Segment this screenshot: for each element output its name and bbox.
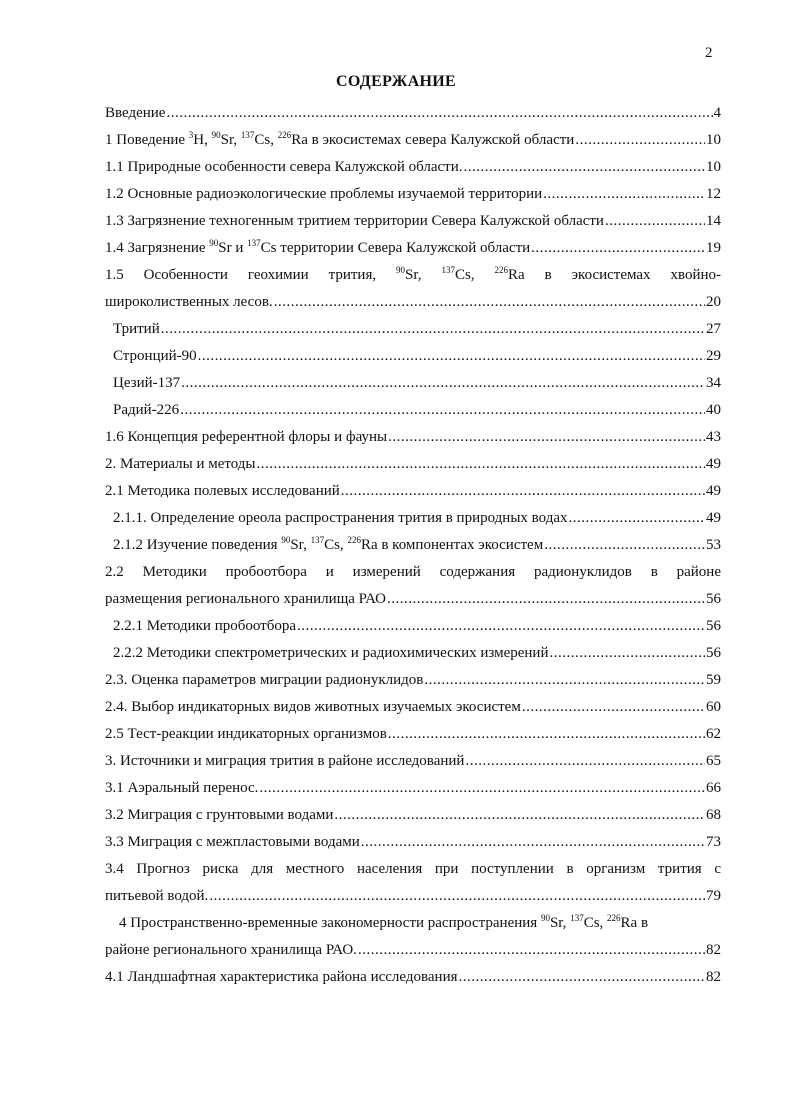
toc-entry — [105, 775, 721, 802]
toc-entry-label: Тритий — [113, 321, 160, 337]
toc-entry-page: 12 — [706, 186, 721, 202]
leader-dots — [388, 424, 705, 451]
toc-entry — [105, 748, 721, 775]
toc-entry — [105, 802, 721, 829]
toc-entry — [105, 505, 721, 532]
toc-entry-page: 19 — [706, 240, 721, 256]
toc-entry-page: 40 — [706, 402, 721, 418]
toc-entry-label: Цезий-137 — [113, 375, 181, 391]
toc-entry — [105, 613, 721, 640]
toc-entry — [105, 694, 721, 721]
toc-entry-page: 49 — [706, 510, 721, 526]
toc-entry-label: 3. Источники и миграция трития в районе исследований — [105, 753, 465, 769]
leader-dots — [522, 694, 705, 721]
toc-entry — [105, 532, 721, 559]
leader-dots — [605, 208, 705, 235]
toc-entry-page: 10 — [706, 132, 721, 148]
toc-entry-page: 60 — [706, 699, 721, 715]
toc-entry-continued: 2.2 Методики пробоотбора и измерений содержания радионуклидов в районе — [105, 564, 721, 580]
leader-dots — [358, 937, 705, 964]
toc-entry-page: 49 — [706, 456, 721, 472]
toc-entry-page: 56 — [706, 618, 721, 634]
toc-entry-page: 73 — [706, 834, 721, 850]
toc-entry — [105, 451, 721, 478]
table-of-contents — [105, 100, 721, 991]
toc-entry-label: 3.3 Миграция с межпластовыми водами — [105, 834, 360, 850]
toc-entry-continued: 1.5 Особенности геохимии трития, $^{90}$Sr, $^{137}$Cs, $^{226}$Ra в экосистемах хвойно- — [105, 265, 722, 283]
leader-dots — [575, 127, 705, 154]
toc-entry-label: Введение — [105, 105, 166, 121]
toc-entry-label: 1.6 Концепция референтной флоры и фауны — [105, 429, 388, 445]
page-number: 2 — [705, 45, 713, 61]
toc-entry-label: 1.1 Природные особенности севера Калужской области. — [105, 159, 463, 175]
toc-entry — [105, 721, 721, 748]
toc-entry — [105, 397, 721, 424]
toc-entry-page: 56 — [706, 591, 721, 607]
leader-dots — [388, 721, 705, 748]
toc-entry — [105, 883, 721, 910]
toc-entry — [105, 964, 721, 991]
leader-dots — [259, 775, 705, 802]
page-title: СОДЕРЖАНИЕ — [335, 73, 457, 90]
toc-entry — [105, 100, 721, 127]
toc-entry — [105, 370, 721, 397]
toc-entry — [105, 586, 721, 613]
toc-entry — [105, 829, 721, 856]
leader-dots — [181, 370, 705, 397]
toc-entry-page: 49 — [706, 483, 721, 499]
toc-entry-label: 3.1 Аэральный перенос. — [105, 780, 259, 796]
leader-dots — [166, 100, 712, 127]
leader-dots — [424, 667, 705, 694]
toc-entry-label: питьевой водой. — [105, 888, 209, 904]
leader-dots — [569, 505, 705, 532]
leader-dots — [198, 343, 705, 370]
toc-entry-page: 82 — [706, 969, 721, 985]
leader-dots — [465, 748, 705, 775]
toc-entry — [105, 154, 721, 181]
toc-entry — [105, 181, 721, 208]
toc-entry-label: 2.1 Методика полевых исследований — [105, 483, 340, 499]
toc-entry — [105, 478, 721, 505]
leader-dots — [361, 829, 705, 856]
toc-entry-page: 66 — [706, 780, 721, 796]
toc-entry-label: 1.3 Загрязнение техногенным тритием территории Севера Калужской области — [105, 213, 604, 229]
toc-entry-label: 4 Пространственно-временные закономерности распространения $^{90}$Sr, $^{137}$Cs, $^{226}$Ra в — [119, 913, 649, 931]
toc-entry-page: 29 — [706, 348, 721, 364]
toc-entry-page: 82 — [706, 942, 721, 958]
toc-entry-page: 56 — [706, 645, 721, 661]
leader-dots — [334, 802, 705, 829]
toc-entry-label: 2.1.2 Изучение поведения $^{90}$Sr, $^{137}$Cs, $^{226}$Ra в компонентах экосистем — [113, 535, 544, 553]
toc-entry — [105, 127, 721, 154]
toc-entry — [105, 424, 721, 451]
toc-entry-label: 2. Материалы и методы — [105, 456, 256, 472]
toc-entry-page: 4 — [713, 105, 721, 121]
leader-dots — [544, 532, 705, 559]
toc-entry-label: 2.1.1. Определение ореола распространения трития в природных водах — [113, 510, 568, 526]
leader-dots — [297, 613, 705, 640]
toc-entry-continued: 3.4 Прогноз риска для местного населения при поступлении в организм трития с — [105, 861, 721, 877]
leader-dots — [531, 235, 705, 262]
toc-entry-label: 2.2.1 Методики пробоотбора — [113, 618, 297, 634]
leader-dots — [387, 586, 705, 613]
toc-entry-label: 1.4 Загрязнение $^{90}$Sr и $^{137}$Cs территории Севера Калужской области — [105, 238, 531, 256]
leader-dots — [257, 451, 705, 478]
toc-entry — [105, 235, 721, 262]
toc-entry-label: 4.1 Ландшафтная характеристика района исследования — [105, 969, 458, 985]
toc-entry — [105, 316, 721, 343]
toc-entry — [105, 343, 721, 370]
toc-entry — [105, 937, 721, 964]
toc-entry-label: районе регионального хранилища РАО. — [105, 942, 357, 958]
toc-entry-label: 2.5 Тест-реакции индикаторных организмов — [105, 726, 387, 742]
toc-entry-page: 62 — [706, 726, 721, 742]
toc-entry-page: 68 — [706, 807, 721, 823]
toc-entry-page: 20 — [706, 294, 721, 310]
leader-dots — [274, 289, 705, 316]
toc-entry-label: Стронций-90 — [113, 348, 197, 364]
toc-entry-label: 2.2.2 Методики спектрометрических и радиохимических измерений — [113, 645, 549, 661]
toc-entry-label: 3.2 Миграция с грунтовыми водами — [105, 807, 334, 823]
toc-entry-page: 65 — [706, 753, 721, 769]
leader-dots — [543, 181, 705, 208]
toc-entry-label: 1 Поведение $^3$H, $^{90}$Sr, $^{137}$Cs, $^{226}$Ra в экосистемах севера Калужской области — [105, 130, 575, 148]
toc-entry-page: 10 — [706, 159, 721, 175]
leader-dots — [161, 316, 705, 343]
toc-entry-page: 53 — [706, 537, 721, 553]
toc-entry-page: 27 — [706, 321, 721, 337]
leader-dots — [550, 640, 706, 667]
toc-entry-label: 2.3. Оценка параметров миграции радионуклидов — [105, 672, 424, 688]
toc-entry-label: 2.4. Выбор индикаторных видов животных изучаемых экосистем — [105, 699, 521, 715]
toc-entry — [105, 640, 721, 667]
toc-entry-page: 14 — [706, 213, 721, 229]
toc-entry-page: 43 — [706, 429, 721, 445]
leader-dots — [341, 478, 705, 505]
leader-dots — [464, 154, 705, 181]
leader-dots — [180, 397, 705, 424]
toc-entry-label: размещения регионального хранилища РАО — [105, 591, 386, 607]
toc-entry-label: 1.2 Основные радиоэкологические проблемы изучаемой территории — [105, 186, 543, 202]
leader-dots — [459, 964, 706, 991]
toc-entry-page: 79 — [706, 888, 721, 904]
toc-entry-label: Радий-226 — [113, 402, 180, 418]
toc-entry-page: 34 — [706, 375, 721, 391]
leader-dots — [209, 883, 705, 910]
toc-entry — [105, 208, 721, 235]
toc-entry — [105, 289, 721, 316]
toc-entry-label: широколиственных лесов. — [105, 294, 273, 310]
toc-entry-continued — [105, 910, 721, 937]
toc-entry-page: 59 — [706, 672, 721, 688]
toc-entry — [105, 667, 721, 694]
